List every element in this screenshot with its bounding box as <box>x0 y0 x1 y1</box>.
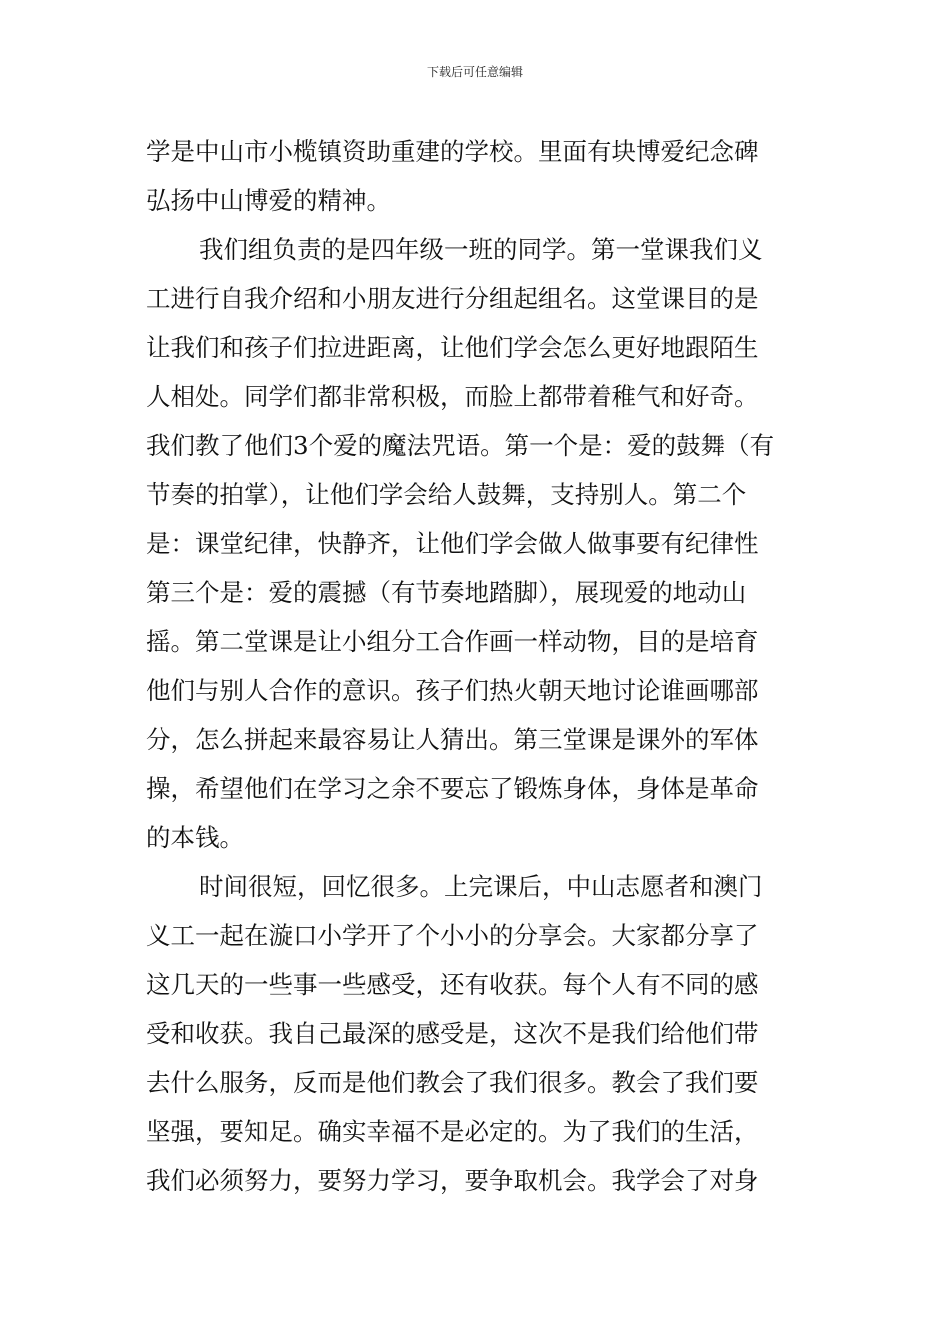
paragraph-start-line: 时间很短，回忆很多。上完课后，中山志愿者和澳门 <box>199 872 763 901</box>
text-line: 分，怎么拼起来最容易让人猜出。第三堂课是课外的军体 <box>146 725 759 754</box>
text-line: 去什么服务，反而是他们教会了我们很多。教会了我们要 <box>146 1068 759 1097</box>
text-line: 的本钱。 <box>146 823 244 852</box>
text-line: 让我们和孩子们拉进距离，让他们学会怎么更好地跟陌生 <box>146 333 759 362</box>
text-line: 学是中山市小榄镇资助重建的学校。里面有块博爱纪念碑 <box>146 137 759 166</box>
text-line: 受和收获。我自己最深的感受是，这次不是我们给他们带 <box>146 1019 759 1048</box>
text-line: 这几天的一些事一些感受，还有收获。每个人有不同的感 <box>146 970 759 999</box>
text-line: 是：课堂纪律，快静齐，让他们学会做人做事要有纪律性 <box>146 529 759 558</box>
text-line: 人相处。同学们都非常积极，而脸上都带着稚气和好奇。 <box>146 382 759 411</box>
text-line: 第三个是：爱的震撼（有节奏地踏脚），展现爱的地动山 <box>146 578 747 607</box>
text-line: 操，希望他们在学习之余不要忘了锻炼身体，身体是革命 <box>146 774 759 803</box>
text-line: 义工一起在漩口小学开了个小小的分享会。大家都分享了 <box>146 921 759 950</box>
text-line: 我们教了他们3个爱的魔法咒语。第一个是：爱的鼓舞（有 <box>146 431 775 460</box>
page-header: 下载后可任意编辑 <box>426 65 523 79</box>
document-body <box>146 127 806 1205</box>
text-line: 他们与别人合作的意识。孩子们热火朝天地讨论谁画哪部 <box>146 676 759 705</box>
text-line: 节奏的拍掌），让他们学会给人鼓舞，支持别人。第二个 <box>146 480 747 509</box>
text-line: 工进行自我介绍和小朋友进行分组起组名。这堂课目的是 <box>146 284 759 313</box>
paragraph-start-line: 我们组负责的是四年级一班的同学。第一堂课我们义 <box>199 235 763 264</box>
text-line: 我们必须努力，要努力学习，要争取机会。我学会了对身 <box>146 1166 759 1195</box>
text-line: 摇。第二堂课是让小组分工合作画一样动物，目的是培育 <box>146 627 759 656</box>
text-line: 弘扬中山博爱的精神。 <box>146 186 391 215</box>
text-line: 坚强，要知足。确实幸福不是必定的。为了我们的生活， <box>146 1117 759 1146</box>
